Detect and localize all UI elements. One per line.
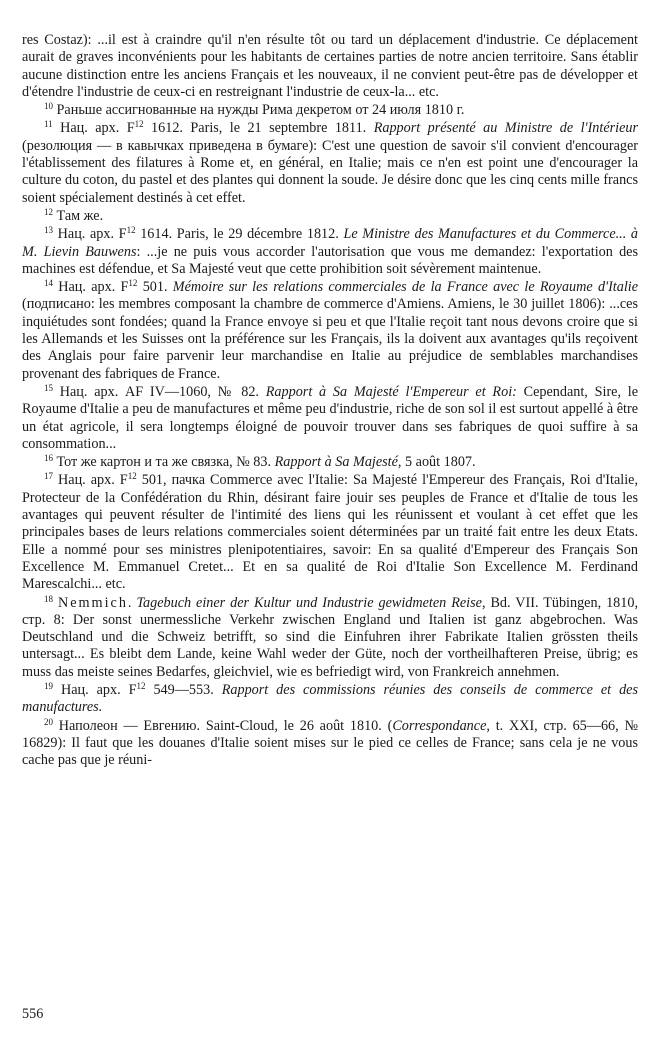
- footnote-number: 14: [44, 278, 53, 289]
- footnote: $^{14}$ Нац. арх. $F^{12}$ 501. Mémoire sur les relations commerciales de la France avec le Royaume d'Italie (подписано: les membres composant la chambre de commerce d'Amiens. Amiens, le 30 juillet 1806): ...ces inquiétudes sont fondées; quand la France envoye si peu et que l'Italie reçoit tant nous devons croire que si les Allemands et les Suisses ont la préférence sur les Français, ils la doivent aux avantages qu'ils reçoivent des Anglais pour faire parvenir leur marchandise en Italie au préjudice de semblables marchandises provenant des fabriques de France.: [22, 278, 639, 382]
- footnote: $^{18}$ Nemmich. Tagebuch einer der Kultur und Industrie gewidmeten Reise, Bd. VII. Tübingen, 1810, стр. 8: Der sonst unermessliche Verkehr zwischen England und Italien ist ganz abgebrochen. Was Deutschland und die Schweiz betrifft, so sind die Einfuhren ihrer Fabrikate Italien grössten theils untersagt... Es bleibt dem Lande, keine Wahl weder der Güte, noch der vortheilhafteren Preise, übrig; es muss das meiste seines Bedarfes, gleichviel, wie es befriedigt wird, von Frankreich annehmen.: [22, 593, 639, 680]
- footnote: $^{16}$ Тот же картон и та же связка, № 83. Rapport à Sa Majesté, 5 août 1807.: [44, 453, 476, 471]
- footnote-number: 17: [44, 471, 53, 482]
- footnote: $^{10}$ Раньше ассигнованные на нужды Рима декретом от 24 июля 1810 г.: [44, 101, 465, 119]
- footnotes: [22, 32, 638, 769]
- footnote: $^{11}$ Нац. арх. $F^{12}$ 1612. Paris, le 21 septembre 1811. Rapport présenté au Ministre de l'Intérieur (резолюция — в кавычках приведена в бумаге): C'est une question de savoir s'il convient d'encourager l'établissement des filatures à Rome et, en général, en Italie; mais ce n'en est point une d'encourager la culture du coton, du pastel et des plantes qui donnent la soude. Je désire donc que les cinq cents mille francs soient spécialement destinés à cet effet.: [22, 119, 639, 206]
- footnote: $^{19}$ Нац. арх. $F^{12}$ 549—553. Rapport des commissions réunies des conseils de commerce et des manufactures.: [22, 680, 638, 716]
- page-number: 556: [22, 1006, 44, 1022]
- footnote-number: 13: [44, 225, 53, 236]
- footnote: res Costaz): ...il est à craindre qu'il n'en résulte tôt ou tard un déplacement d'industrie. Ce déplacement aurait de graves inconvénients pour les habitants de certaines parties de notre ancien territoire. Sans établir aucune distinction entre les anciens Français et les nouveaux, il ne convient peut-être pas de développer et d'étendre l'industrie de ceux-ci en restreignant l'industrie de ceux-la... etc.: [22, 32, 638, 100]
- footnote: $^{13}$ Нац. арх. $F^{12}$ 1614. Paris, le 29 décembre 1812. Le Ministre des Manufactures et du Commerce... à M. Lievin Bauwens: ...je ne puis vous accorder l'autorisation que vous me demandez: l'exportation des machines est défendue, et Sa Majesté veut que cette prohibition soit sévèrement maintenue.: [22, 225, 639, 277]
- footnote-number: 15: [44, 382, 53, 393]
- footnote-number: 16: [44, 453, 53, 464]
- footnote-number: 20: [44, 716, 53, 727]
- footnote: $^{20}$ Наполеон — Евгению. Saint-Cloud, le 26 août 1810. (Correspondance, t. XXI, стр. 65—66, № 16829): Il faut que les douanes d'Italie soient mises sur le pied ce celles de France; sans cela je ne vous cache pas que je réuni-: [22, 716, 638, 769]
- footnote-number: 11: [44, 119, 53, 130]
- footnote-number: 10: [44, 101, 53, 112]
- footnote: $^{15}$ Нац. арх. AF IV—1060, № 82. Rapport à Sa Majesté l'Empereur et Roi: Cependant, Sire, le Royaume d'Italie a peu de manufactures et même peu d'industrie, riche de son sol il est surtout appellé à être un état agricole, il sera longtemps éloigné de pouvoir trouver dans ses fabriques de quoi suffire à sa consommation...: [22, 382, 639, 452]
- footnote: $^{17}$ Нац. арх. $F^{12}$ 501, пачка Commerce avec l'Italie: Sa Majesté l'Empereur des Français, Roi d'Italie, Protecteur de la Confédération du Rhin, désirant faire jouir ses peuples de France et d'Italie de tous les avantages qui peuvent résulter de l'intimité des liens qui les réunissent et voulant à cet effet que les principales bases de leurs relations commerciales soient déterminées par un traité fait entre les deux Etats. Elle a nommé pour ses ministres plenipotentiaires, savoir: En sa qualité d'Empereur des Français Son Excellence M. Emmanuel Cretet... Et en sa qualité de Roi d'Italie Son Excellence M. Ferdinand Marescalchi... etc.: [22, 471, 639, 593]
- footnote: $^{12}$ Там же.: [44, 206, 104, 224]
- footnote-number: 12: [44, 206, 53, 217]
- footnote-number: 18: [44, 593, 53, 604]
- footnote-number: 19: [44, 680, 53, 691]
